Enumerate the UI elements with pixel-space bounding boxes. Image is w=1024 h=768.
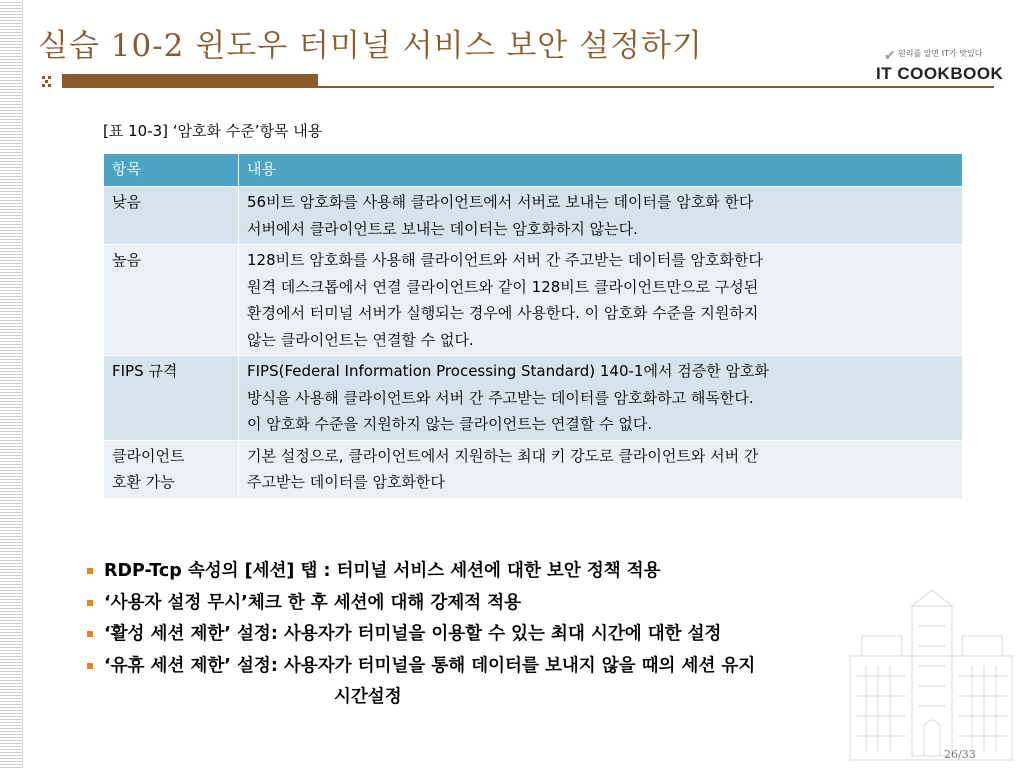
- bullet-marker: [87, 600, 93, 606]
- row-content: [239, 356, 963, 441]
- bullet-continuation: 시간설정: [334, 687, 402, 707]
- table-row: [104, 356, 963, 441]
- content-line: 주고받는 데이터를 암호화한다: [247, 473, 445, 491]
- content-line: 서버에서 클라이언트로 보내는 데이터는 암호화하지 않는다.: [247, 219, 638, 238]
- table-row: [104, 187, 963, 245]
- content-line: 128비트 암호화를 사용해 클라이언트와 서버 간 주고받는 데이터를 암호화한다: [247, 251, 763, 269]
- logo-brand: IT COOKBOOK: [876, 64, 1004, 83]
- bullet-item: [86, 651, 755, 683]
- encryption-level-table: [103, 153, 963, 499]
- bullet-text: RDP-Tcp 속성의 [세션] 탭 : 터미널 서비스 세션에 대한 보안 정책 적용: [104, 561, 661, 581]
- bullet-item: [86, 556, 755, 588]
- bullet-item: [86, 619, 755, 651]
- logo-tagline: 원리를 알면 IT가 맛있다: [898, 49, 983, 58]
- content-line: 이 암호화 수준을 지원하지 않는 클라이언트는 연결할 수 없다.: [247, 415, 653, 433]
- row-content: [239, 187, 963, 245]
- content-line: 않는 클라이언트는 연결할 수 없다.: [247, 330, 474, 349]
- row-item: [104, 440, 239, 498]
- building-watermark: [842, 586, 1020, 762]
- check-icon: ✔: [884, 48, 896, 64]
- content-line: FIPS(Federal Information Processing Standard) 140-1에서 검증한 암호화: [247, 362, 769, 380]
- content-line: 기본 설정으로, 클라이언트에서 지원하는 최대 키 강도로 클라이언트와 서버 간: [247, 446, 759, 465]
- item-line: 클라이언트: [112, 446, 185, 465]
- bullet-text: ‘유휴 세션 제한’ 설정: 사용자가 터미널을 통해 데이터를 보내지 않을 때의 세션 유지: [104, 655, 756, 676]
- bullet-text: ‘사용자 설정 무시’체크 한 후 세션에 대해 강제적 적용: [104, 592, 522, 613]
- it-cookbook-logo: [868, 48, 1004, 90]
- bullet-marker: [87, 631, 93, 637]
- item-line: 호환 가능: [112, 473, 175, 491]
- bullet-item: [86, 588, 755, 620]
- table-row: [104, 245, 963, 356]
- header-content: 내용: [239, 154, 963, 187]
- content-line: 56비트 암호화를 사용해 클라이언트에서 서버로 보내는 데이터를 암호화 한다: [247, 193, 754, 211]
- bullet-marker: [87, 568, 93, 574]
- slide-title: 실습 10-2 윈도우 터미널 서비스 보안 설정하기: [38, 28, 703, 64]
- content-line: 방식을 사용해 클라이언트와 서버 간 주고받는 데이터를 암호화하고 해독한다.: [247, 388, 754, 407]
- row-item: 낮음: [104, 187, 239, 245]
- page-number: 26/33: [944, 748, 976, 761]
- bullet-marker: [87, 663, 93, 669]
- table-header-row: [104, 154, 963, 187]
- bullet-list: [86, 556, 755, 714]
- row-content: [239, 440, 963, 498]
- content-line: 환경에서 터미널 서버가 실행되는 경우에 사용한다. 이 암호화 수준을 지원하지: [247, 304, 759, 322]
- table-caption: [표 10-3] ‘암호화 수준’항목 내용: [103, 122, 323, 140]
- table-row: [104, 440, 963, 498]
- row-content: [239, 245, 963, 356]
- row-item: 높음: [104, 245, 239, 356]
- row-item: FIPS 규격: [104, 356, 239, 441]
- content-line: 원격 데스크톱에서 연결 클라이언트와 같이 128비트 클라이언트만으로 구성된: [247, 277, 759, 296]
- title-bar-block: [62, 74, 318, 88]
- left-decorative-stripe: [0, 0, 23, 768]
- bullet-text: ‘활성 세션 제한’ 설정: 사용자가 터미널을 이용할 수 있는 최대 시간에 대한 설정: [104, 624, 722, 644]
- dots-decoration: [38, 74, 58, 88]
- header-item: 항목: [104, 154, 239, 187]
- title-underline: [32, 74, 994, 88]
